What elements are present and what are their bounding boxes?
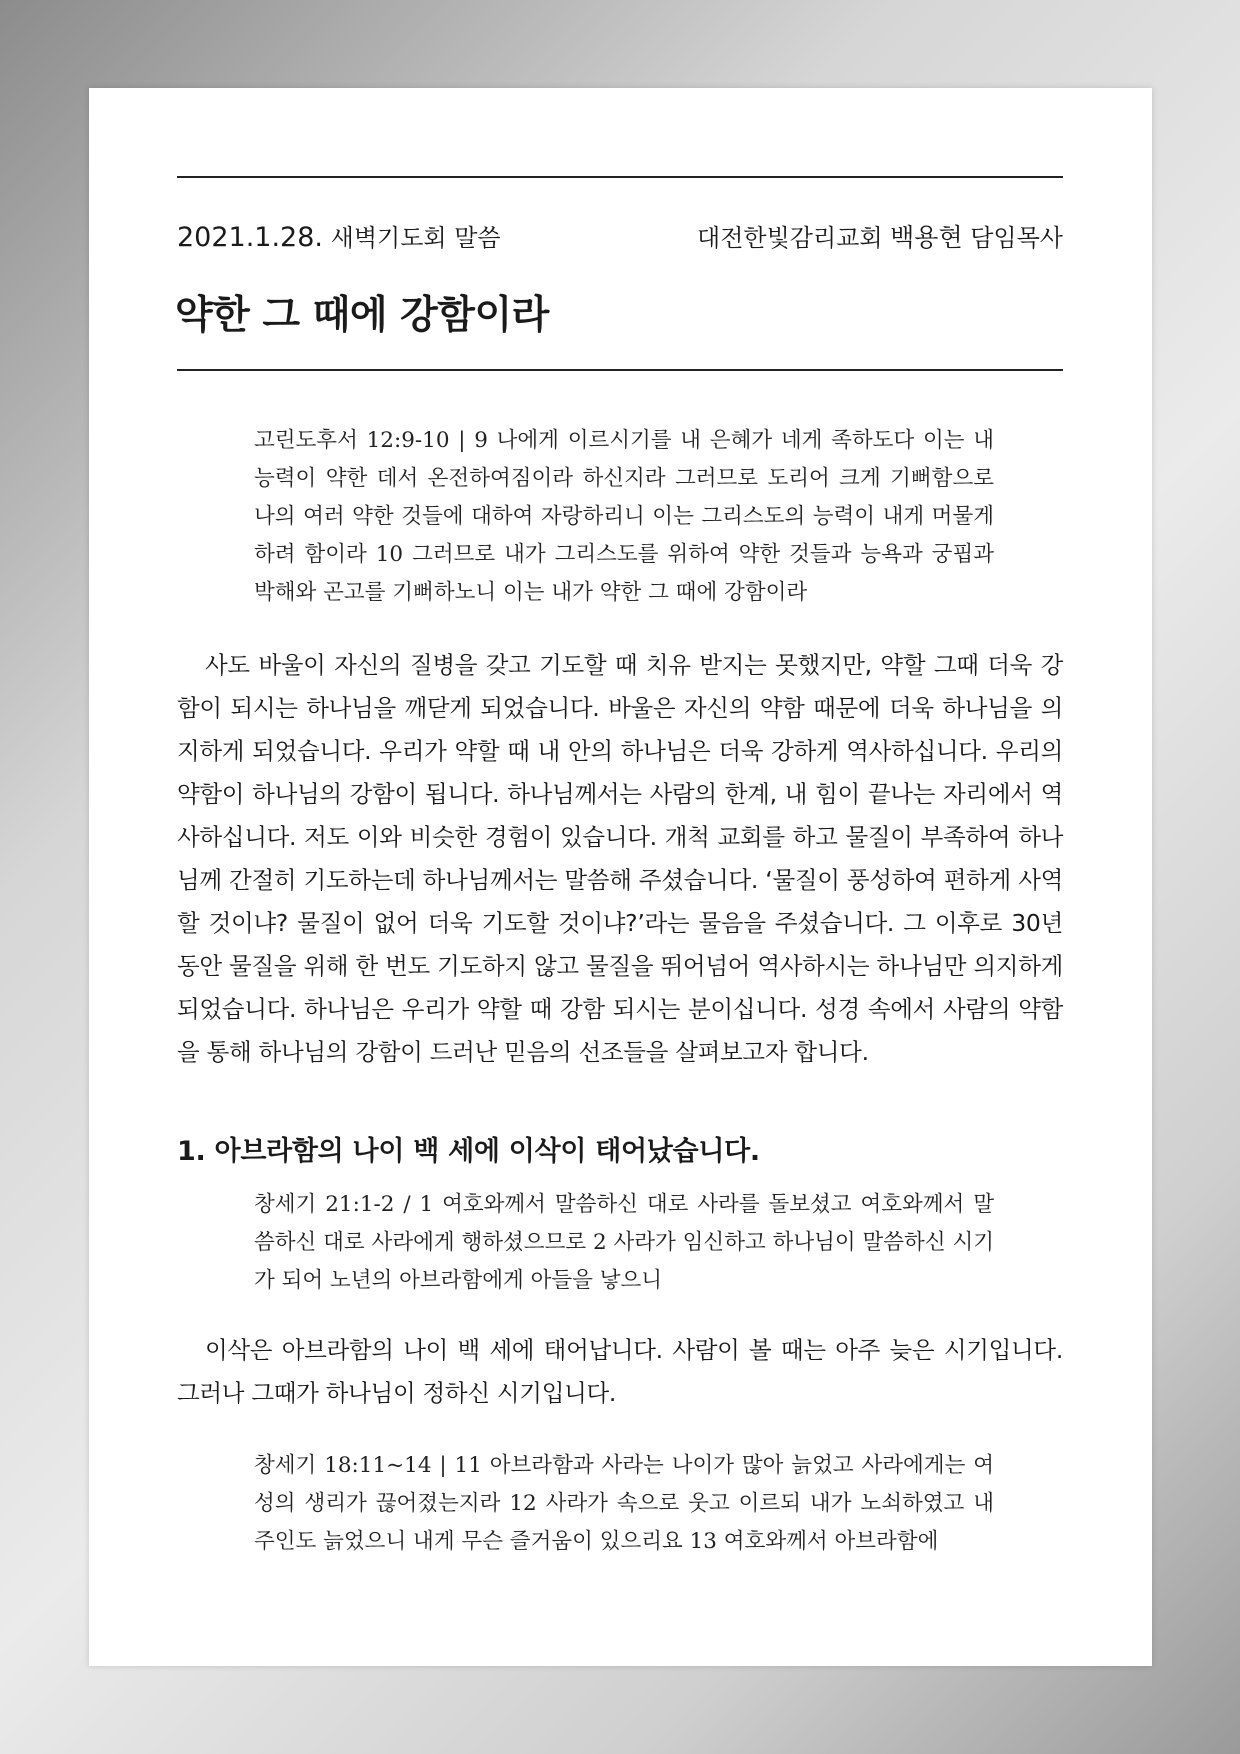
pastor-role: 담임목사	[970, 224, 1063, 252]
scripture-quote-1: 고린도후서 12:9-10 | 9 나에게 이르시기를 내 은혜가 네게 족하도다 이는 내 능력이 약한 데서 온전하여짐이라 하신지라 그러므로 도리어 크게 기뻐함으로 나의 여러 약한 것들에 대하여 자랑하리니 이는 그리스도의 능력이 내게 머물게 하려 함이라 10 그러므로 내가 그리스도를 위하여 약한 것들과 능욕과 궁핍과 박해와 곤고를 기뻐하노니 이는 내가 약한 그 때에 강함이라	[254, 428, 994, 605]
scripture-quote-2: 창세기 21:1-2 / 1 여호와께서 말씀하신 대로 사라를 돌보셨고 여호와께서 말씀하신 대로 사라에게 행하셨으므로 2 사라가 임신하고 하나님이 말씀하신 시기가 되어 노년의 아브라함에게 아들을 낳으니	[254, 1192, 994, 1293]
top-divider	[177, 176, 1063, 178]
bottom-divider	[177, 369, 1063, 371]
pastor-name: 백용현	[890, 223, 963, 252]
document-page	[89, 88, 1152, 1666]
church-name: 대전한빛감리교회	[697, 224, 883, 252]
sermon-date: 2021.1.28.	[177, 222, 323, 253]
sermon-title: 약한 그 때에 강함이라	[175, 293, 549, 338]
section-heading-1: 1. 아브라함의 나이 백 세에 이삭이 태어났습니다.	[177, 1136, 760, 1167]
author-line	[697, 218, 1063, 254]
body-paragraph-2: 이삭은 아브라함의 나이 백 세에 태어납니다. 사람이 볼 때는 아주 늦은 시기입니다. 그러나 그때가 하나님이 정하신 시기입니다.	[177, 1336, 1063, 1407]
sermon-date-line	[177, 218, 501, 253]
service-name: 새벽기도회 말씀	[330, 224, 501, 252]
body-paragraph-1: 사도 바울이 자신의 질병을 갖고 기도할 때 치유 받지는 못했지만, 약할 그때 더욱 강함이 되시는 하나님을 깨닫게 되었습니다. 바울은 자신의 약함 때문에 더욱 하나님을 의지하게 되었습니다. 우리가 약할 때 내 안의 하나님은 더욱 강하게 역사하십니다. 우리의 약함이 하나님의 강함이 됩니다. 하나님께서는 사람의 한계, 내 힘이 끝나는 자리에서 역사하십니다. 저도 이와 비슷한 경험이 있습니다. 개척 교회를 하고 물질이 부족하여 하나님께 간절히 기도하는데 하나님께서는 말씀해 주셨습니다. ‘물질이 풍성하여 편하게 사역할 것이냐? 물질이 없어 더욱 기도할 것이냐?’라는 물음을 주셨습니다. 그 이후로 30년 동안 물질을 위해 한 번도 기도하지 않고 물질을 뛰어넘어 역사하시는 하나님만 의지하게 되었습니다. 하나님은 우리가 약할 때 강함 되시는 분이십니다. 성경 속에서 사람의 약함을 통해 하나님의 강함이 드러난 믿음의 선조들을 살펴보고자 합니다.	[177, 651, 1063, 1066]
scripture-quote-3: 창세기 18:11~14 | 11 아브라함과 사라는 나이가 많아 늙었고 사라에게는 여성의 생리가 끊어졌는지라 12 사라가 속으로 웃고 이르되 내가 노쇠하였고 내 주인도 늙었으니 내게 무슨 즐거움이 있으리요 13 여호와께서 아브라함에	[254, 1453, 994, 1554]
